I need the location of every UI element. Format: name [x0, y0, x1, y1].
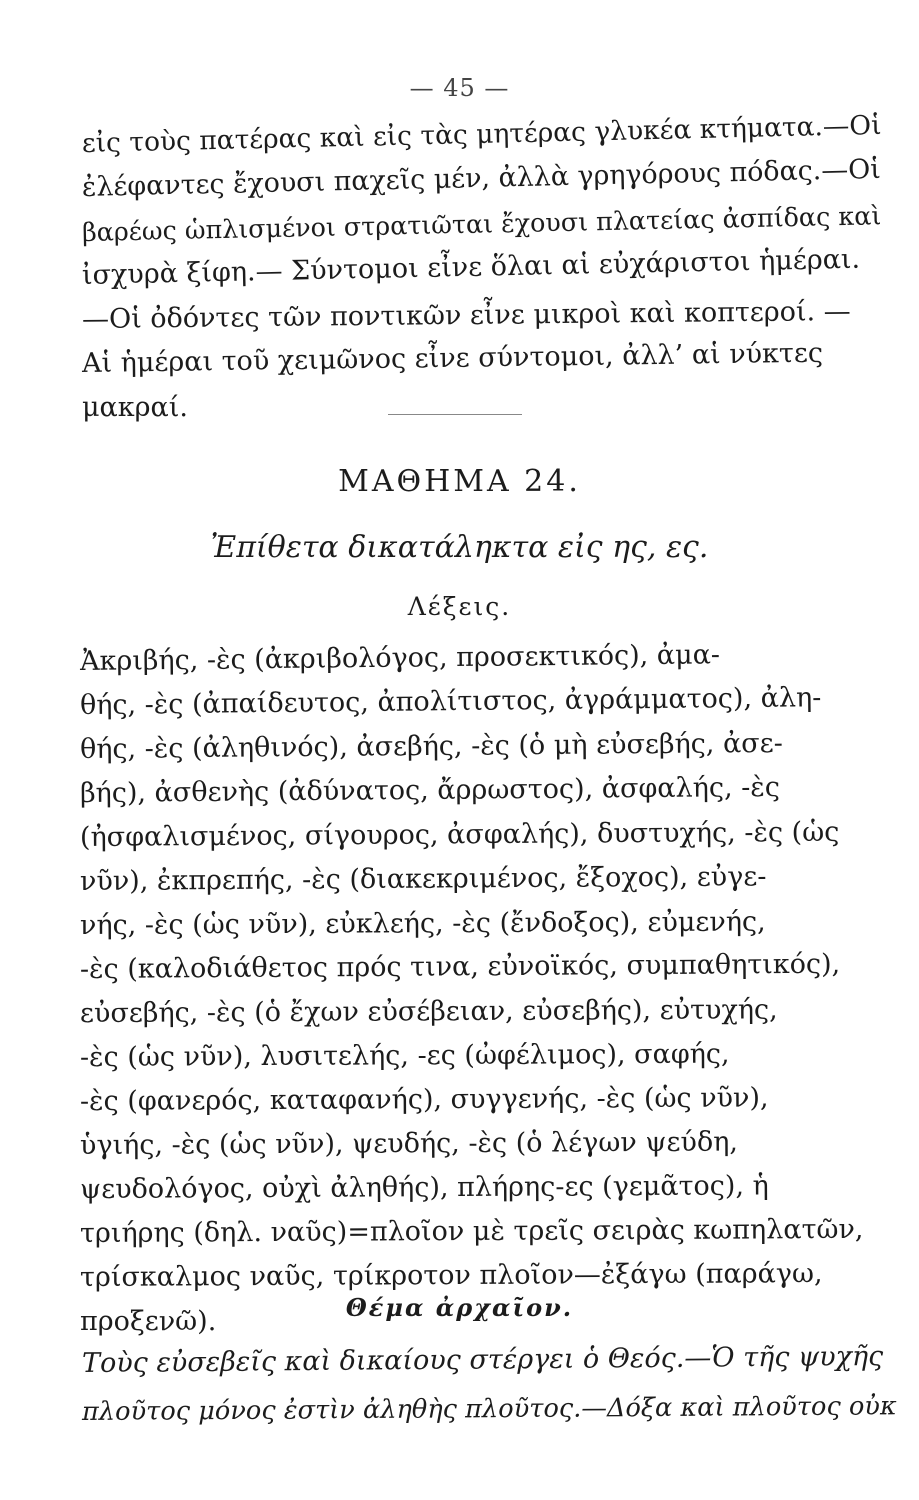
theme-text	[82, 1340, 897, 1436]
vocabulary-line: -ὲς (ὡς νῦν), λυσιτελής, -ες (ὠφέλιμος), σαφής,	[79, 1038, 730, 1073]
vocabulary-line: προξενῶ).	[80, 1306, 217, 1337]
vocabulary-line: -ὲς (καλοδιάθετος πρός τινα, εὐνοϊκός, συμπαθητικός),	[79, 948, 841, 985]
separator-rule	[388, 414, 522, 415]
vocabulary-line: θής, -ὲς (ἀληθινός), ἀσεβής, -ὲς (ὁ μὴ εὐσεβής, ἀσε-	[79, 727, 783, 765]
paragraph-line: ἐλέφαντες ἔχουσι παχεῖς μέν, ἀλλὰ γρηγόρους πόδας.—Οἱ	[81, 153, 882, 203]
vocabulary-line: Ἀκριβής, -ὲς (ἀκριβολόγος, προσεκτικός), ἀμα-	[79, 639, 721, 677]
paragraph-line: εἰς τοὺς πατέρας καὶ εἰς τὰς μητέρας γλυκέα κτήματα.—Οἱ	[81, 109, 882, 159]
page-number: — 45 —	[409, 74, 510, 102]
vocabulary-line: τριήρης (δηλ. ναῦς)=πλοῖον μὲ τρεῖς σειρὰς κωπηλατῶν,	[79, 1213, 864, 1249]
vocabulary-line: (ἠσφαλισμένος, σίγουρος, ἀσφαλής), δυστυχής, -ὲς (ὡς	[79, 816, 840, 853]
words-heading: Λέξεις.	[407, 592, 512, 621]
theme-line: πλοῦτος μόνος ἐστὶν ἀληθὴς πλοῦτος.—Δόξα καὶ πλοῦτος οὐκ	[81, 1391, 897, 1427]
paragraph-line: βαρέως ὡπλισμένοι στρατιῶται ἔχουσι πλατείας ἀσπίδας καὶ	[81, 200, 882, 247]
vocabulary-line: ὑγιής, -ὲς (ὡς νῦν), ψευδής, -ὲς (ὁ λέγων ψεύδη,	[79, 1126, 739, 1161]
theme-heading: Θέμα ἀρχαῖον.	[345, 1293, 574, 1322]
vocabulary-line: τρίσκαλμος ναῦς, τρίκροτον πλοῖον—ἐξάγω (παράγω,	[79, 1258, 823, 1293]
vocabulary-line: βής), ἀσθενὴς (ἀδύνατος, ἄρρωστος), ἀσφαλής, -ὲς	[79, 771, 781, 809]
paragraph-line: μακραί.	[82, 392, 188, 423]
vocabulary-line: ψευδολόγος, οὐχὶ ἀληθής), πλήρης-ες (γεμᾶτος), ἡ	[79, 1170, 769, 1205]
vocabulary-line: θής, -ὲς (ἀπαίδευτος, ἀπολίτιστος, ἀγράμματος), ἀλη-	[79, 682, 822, 721]
vocabulary-list	[80, 640, 890, 1344]
vocabulary-line: -ὲς (φανερός, καταφανής), συγγενής, -ὲς (ὡς νῦν),	[79, 1082, 769, 1117]
lesson-subtitle: Ἐπίθετα δικατάληκτα εἰς ης, ες.	[210, 530, 709, 565]
paragraph-line: —Οἱ ὀδόντες τῶν ποντικῶν εἶνε μικροὶ καὶ κοπτεροί. —	[81, 295, 851, 335]
top-paragraph	[81, 109, 882, 430]
vocabulary-line: νῦν), ἐκπρεπής, -ὲς (διακεκριμένος, ἔξοχος), εὐγε-	[79, 861, 767, 897]
theme-line: Τοὺς εὐσεβεῖς καὶ δικαίους στέργει ὁ Θεός.—Ὁ τῆς ψυχῆς	[81, 1341, 884, 1379]
vocabulary-line: εὐσεβής, -ὲς (ὁ ἔχων εὐσέβειαν, εὐσεβής), εὐτυχής,	[79, 994, 778, 1029]
paragraph-line: ἰσχυρὰ ξίφη.— Σύντομοι εἶνε ὅλαι αἱ εὐχάριστοι ἡμέραι.	[81, 243, 861, 291]
paragraph-line: Αἱ ἡμέραι τοῦ χειμῶνος εἶνε σύντομοι, ἀλλ’ αἱ νύκτες	[81, 337, 824, 379]
lesson-title: ΜΑΘΗΜΑ 24.	[338, 464, 581, 499]
vocabulary-line: νής, -ὲς (ὡς νῦν), εὐκλεής, -ὲς (ἔνδοξος), εὐμενής,	[79, 906, 766, 941]
